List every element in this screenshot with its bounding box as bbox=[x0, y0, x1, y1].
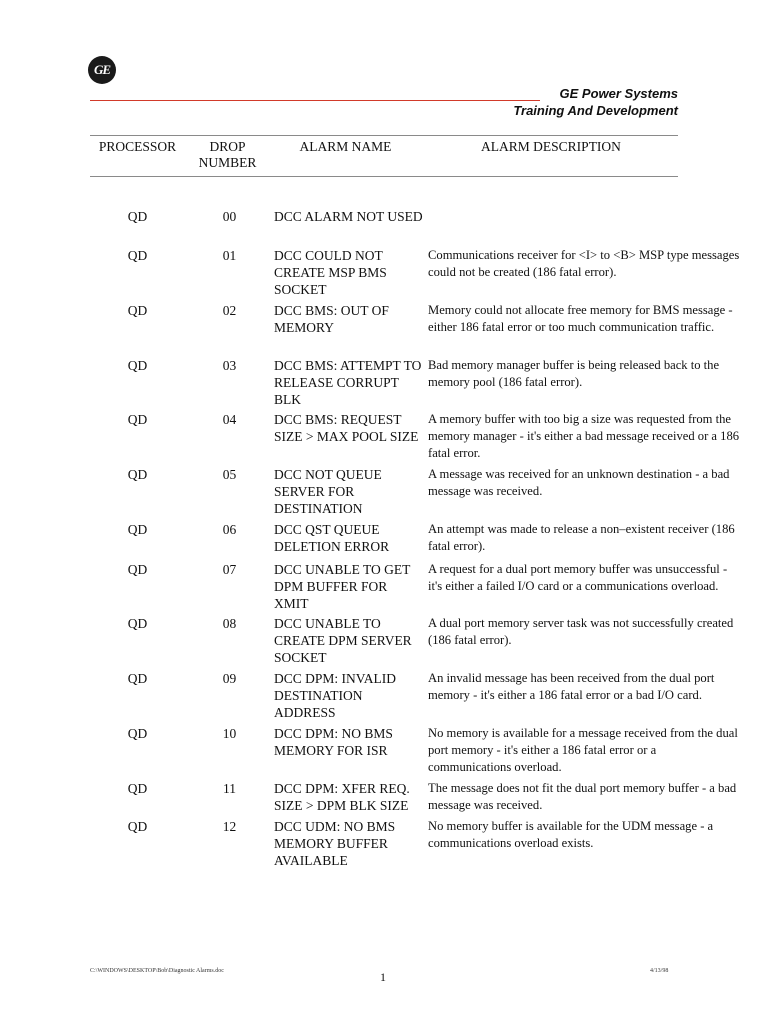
department-name: Training And Development bbox=[513, 103, 678, 118]
alarm-name-cell: DCC DPM: XFER REQ. SIZE > DPM BLK SIZE bbox=[274, 781, 410, 813]
alarm-name-cell: DCC UNABLE TO GET DPM BUFFER FOR XMIT bbox=[274, 562, 411, 611]
alarm-description-cell: A dual port memory server task was not successfully created (186 fatal error). bbox=[428, 616, 734, 647]
processor-cell: QD bbox=[127, 616, 148, 631]
table-top-rule bbox=[90, 135, 678, 136]
ge-logo: GE bbox=[88, 56, 116, 84]
drop-number-cell: 12 bbox=[222, 819, 237, 834]
processor-cell: QD bbox=[127, 562, 148, 577]
alarm-name-cell: DCC NOT QUEUE SERVER FOR DESTINATION bbox=[274, 467, 382, 516]
alarm-description-cell: An attempt was made to release a non–existent receiver (186 fatal error). bbox=[428, 522, 735, 553]
alarm-name-cell: DCC BMS: OUT OF MEMORY bbox=[274, 303, 389, 335]
drop-number-cell: 01 bbox=[222, 248, 237, 263]
drop-number-cell: 11 bbox=[223, 781, 236, 796]
processor-cell: QD bbox=[127, 781, 148, 796]
processor-cell: QD bbox=[127, 412, 148, 427]
drop-number-cell: 04 bbox=[222, 412, 237, 427]
alarm-name-cell: DCC BMS: REQUEST SIZE > MAX POOL SIZE bbox=[274, 412, 419, 444]
alarm-description-cell: The message does not fit the dual port memory buffer - a bad message was received. bbox=[428, 781, 737, 812]
drop-number-cell: 10 bbox=[222, 726, 237, 741]
processor-cell: QD bbox=[127, 358, 148, 373]
processor-cell: QD bbox=[127, 303, 148, 318]
processor-cell: QD bbox=[127, 248, 148, 263]
alarm-description-cell: An invalid message has been received from the dual port memory - it's either a 186 fatal error or a bad I/O card. bbox=[428, 671, 715, 702]
column-header-processor: PROCESSOR bbox=[98, 139, 177, 154]
alarm-name-cell: DCC QST QUEUE DELETION ERROR bbox=[274, 522, 390, 554]
header-rule bbox=[90, 100, 540, 101]
alarm-description-cell: A request for a dual port memory buffer was unsuccessful - it's either a failed I/O card or a communications overload. bbox=[428, 562, 728, 593]
alarm-name-cell: DCC DPM: INVALID DESTINATION ADDRESS bbox=[274, 671, 397, 720]
alarm-name-cell: DCC UDM: NO BMS MEMORY BUFFER AVAILABLE bbox=[274, 819, 396, 868]
alarm-name-cell: DCC DPM: NO BMS MEMORY FOR ISR bbox=[274, 726, 393, 758]
alarm-description-cell: A memory buffer with too big a size was requested from the memory manager - it's either a bad message received or a 186 fatal error. bbox=[428, 412, 740, 460]
drop-number-cell: 02 bbox=[222, 303, 237, 318]
processor-cell: QD bbox=[127, 671, 148, 686]
processor-cell: QD bbox=[127, 522, 148, 537]
column-header-alarm-description: ALARM DESCRIPTION bbox=[481, 139, 621, 154]
drop-number-cell: 06 bbox=[222, 522, 237, 537]
alarm-name-cell: DCC BMS: ATTEMPT TO RELEASE CORRUPT BLK bbox=[274, 358, 422, 407]
drop-number-cell: 07 bbox=[222, 562, 237, 577]
footer-file-path: C:\WINDOWS\DESKTOP\Bob\Diagnostic Alarms.doc bbox=[90, 968, 224, 974]
alarm-description-cell: A message was received for an unknown destination - a bad message was received. bbox=[428, 467, 730, 498]
processor-cell: QD bbox=[127, 726, 148, 741]
alarm-description-cell: Memory could not allocate free memory for BMS message - either 186 fatal error or too much communication traffic. bbox=[428, 303, 733, 334]
alarm-description-cell: Communications receiver for <I> to <B> MSP type messages could not be created (186 fatal error). bbox=[428, 248, 740, 279]
footer-date: 4/13/98 bbox=[650, 968, 669, 974]
alarm-name-cell: DCC ALARM NOT USED bbox=[274, 209, 423, 224]
alarm-description-cell: Bad memory manager buffer is being released back to the memory pool (186 fatal error). bbox=[428, 358, 720, 389]
footer-page-number: 1 bbox=[380, 970, 386, 984]
table-header-rule bbox=[90, 176, 678, 177]
processor-cell: QD bbox=[127, 467, 148, 482]
processor-cell: QD bbox=[127, 819, 148, 834]
column-header-drop-number: DROP NUMBER bbox=[198, 139, 257, 170]
column-header-alarm-name: ALARM NAME bbox=[299, 139, 392, 154]
drop-number-cell: 03 bbox=[222, 358, 237, 373]
drop-number-cell: 00 bbox=[222, 209, 237, 224]
alarm-name-cell: DCC COULD NOT CREATE MSP BMS SOCKET bbox=[274, 248, 387, 297]
drop-number-cell: 05 bbox=[222, 467, 237, 482]
company-name: GE Power Systems bbox=[559, 86, 678, 101]
alarm-description-cell: No memory buffer is available for the UDM message - a communications overload exists. bbox=[428, 819, 714, 850]
processor-cell: QD bbox=[127, 209, 148, 224]
drop-number-cell: 09 bbox=[222, 671, 237, 686]
alarm-description-cell: No memory is available for a message received from the dual port memory - it's either a 186 fatal error or a communications overload. bbox=[428, 726, 738, 774]
drop-number-cell: 08 bbox=[222, 616, 237, 631]
alarm-name-cell: DCC UNABLE TO CREATE DPM SERVER SOCKET bbox=[274, 616, 412, 665]
